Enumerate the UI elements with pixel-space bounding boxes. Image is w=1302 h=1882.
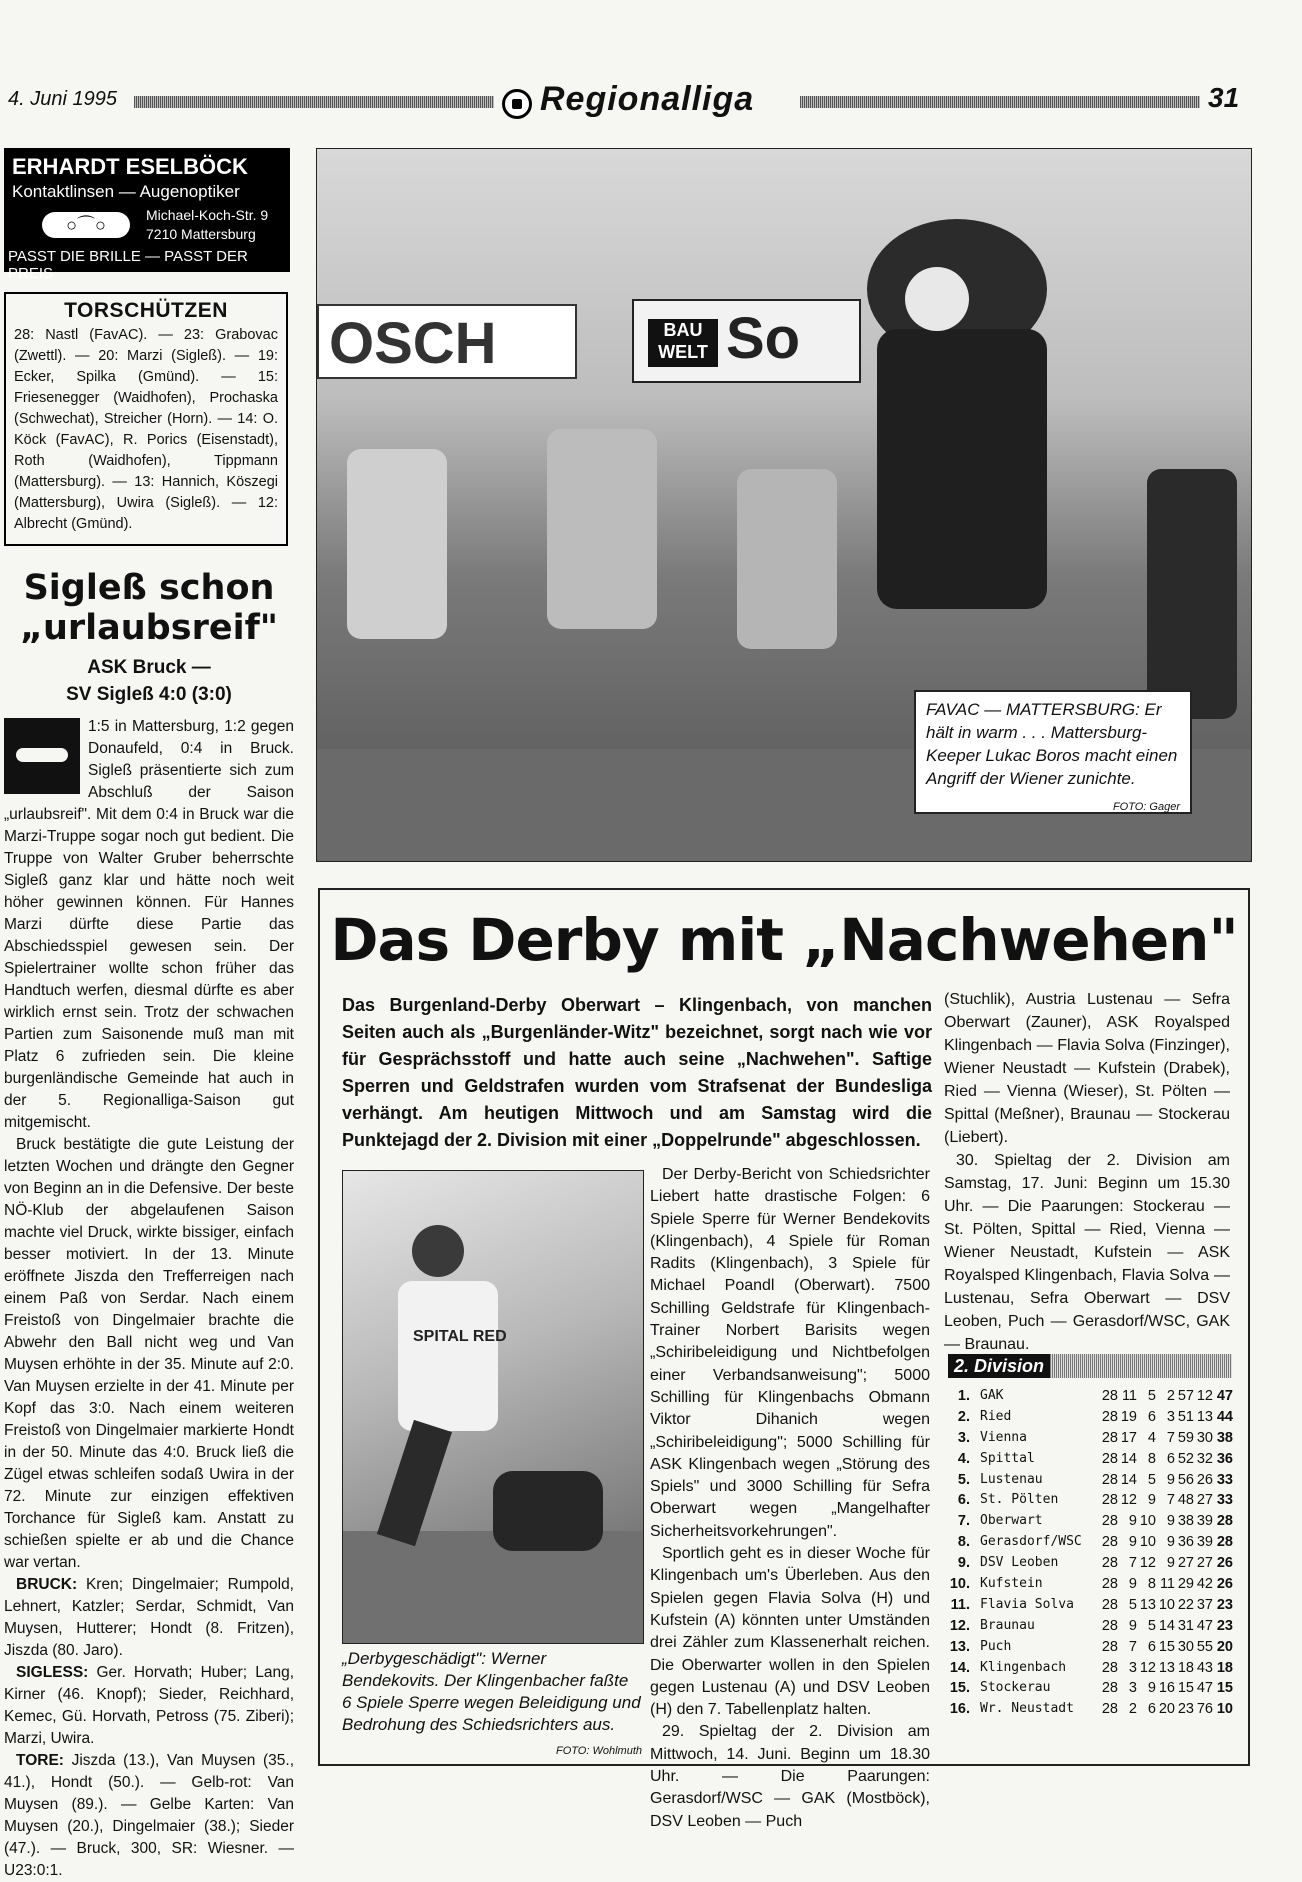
table-ga: 76 xyxy=(1196,1701,1213,1718)
table-points: 28 xyxy=(1216,1513,1233,1530)
table-rank: 4. xyxy=(957,1450,970,1467)
table-l: 9 xyxy=(1166,1471,1175,1488)
table-l: 7 xyxy=(1166,1429,1175,1446)
derby-mid-paragraph-3: 29. Spieltag der 2. Division am Mittwoch, 14. Juni. Beginn um 18.30 Uhr. — Die Paarungen: Gerasdorf/WSC — GAK (Mostböck), DSV Leoben — Puch xyxy=(650,1723,930,1830)
table-games: 28 xyxy=(1101,1617,1118,1634)
issue-date: 4. Juni 1995 xyxy=(8,88,117,110)
table-w: 9 xyxy=(1128,1576,1137,1593)
table-stats xyxy=(1094,1407,1233,1428)
table-w: 11 xyxy=(1121,1388,1137,1404)
table-games: 28 xyxy=(1101,1596,1118,1613)
table-w: 3 xyxy=(1128,1659,1137,1676)
photo2-credit: FOTO: Wohlmuth xyxy=(556,1745,642,1757)
table-row xyxy=(948,1449,1232,1470)
table-ga: 55 xyxy=(1196,1638,1213,1655)
table-team: Braunau xyxy=(980,1617,1035,1633)
derby-mid-paragraph-2: Sportlich geht es in dieser Woche für Klingenbach um's Überleben. Aus den Spielen gegen Flavia Solva (H) und Kufstein (A) könnten unter Umständen drei Zähler zum Klassenerhalt reichen. Die Oberwarter wollen in den Spielen gegen Lustenau (A) und DSV Leoben (H) den 7. Tabellenplatz halten. xyxy=(650,1545,930,1719)
table-row xyxy=(948,1658,1232,1679)
derby-middle-column xyxy=(650,1164,930,1833)
table-ga: 13 xyxy=(1196,1408,1213,1425)
table-games: 28 xyxy=(1101,1513,1118,1530)
table-l: 15 xyxy=(1158,1638,1175,1655)
table-d: 5 xyxy=(1147,1388,1156,1404)
bauwelt-logo: BAU WELT xyxy=(648,319,718,367)
table-rank: 15. xyxy=(949,1680,970,1697)
table-games: 28 xyxy=(1101,1659,1118,1676)
table-team: Spittal xyxy=(980,1450,1035,1466)
table-team: GAK xyxy=(980,1388,1004,1403)
table-rank: 11. xyxy=(950,1596,970,1613)
table-stats xyxy=(1094,1574,1233,1595)
derby-right-column xyxy=(944,988,1230,1356)
table-w: 14 xyxy=(1120,1471,1137,1488)
table-games: 28 xyxy=(1101,1534,1118,1551)
table-ga: 39 xyxy=(1196,1534,1213,1551)
goals-summary: Jiszda (13.), Van Muysen (35., 41.), Hondt (50.). — Gelb-rot: Van Muysen (89.). — Gelbe Karten: Van Muysen (20.), Dingelmaier (38.); Sieder (47.). — Bruck, 300, SR: Wiesner. — U23:0:1. xyxy=(4,1752,295,1879)
header-rule-left xyxy=(134,96,494,108)
table-d: 8 xyxy=(1147,1450,1156,1467)
table-d: 5 xyxy=(1147,1617,1156,1634)
table-w: 17 xyxy=(1120,1429,1137,1446)
table-d: 13 xyxy=(1139,1596,1156,1613)
sigless-lineup: Ger. Horvath; Huber; Lang, Kirner (46. Knopf); Sieder, Reichhard, Kemec, Gü. Horvath, Petross (75. Ziberi); Marzi, Uwira. xyxy=(4,1664,294,1747)
table-team: Ried xyxy=(980,1408,1012,1424)
photo-credit: FOTO: Gager xyxy=(1112,801,1180,813)
table-games: 28 xyxy=(1101,1492,1118,1509)
top-scorers-box xyxy=(4,292,288,546)
ad-subtitle: Kontaktlinsen — Augenoptiker xyxy=(12,182,240,201)
table-rank: 5. xyxy=(957,1471,970,1488)
table-w: 5 xyxy=(1128,1596,1137,1613)
table-rank: 16. xyxy=(949,1701,970,1718)
sigless-headline-line1: Sigleß schon xyxy=(23,568,275,608)
match-score: SV Sigleß 4:0 (3:0) xyxy=(66,684,232,705)
table-d: 6 xyxy=(1147,1408,1156,1425)
table-team: Stockerau xyxy=(980,1680,1051,1696)
table-d: 12 xyxy=(1139,1555,1156,1572)
sigless-headline xyxy=(4,568,294,648)
table-w: 9 xyxy=(1128,1617,1137,1634)
table-points: 36 xyxy=(1216,1450,1233,1467)
table-rank: 14. xyxy=(949,1659,970,1676)
table-stats xyxy=(1094,1637,1233,1658)
table-stats xyxy=(1094,1428,1233,1449)
derby-lead: Das Burgenland-Derby Oberwart – Klingenbach, von manchen Seiten auch als „Burgenländer-Witz" bezeichnet, sorgt nach wie vor für Gesprächsstoff und hatte auch seine „Nachwehen". Saftige Sperren und Geldstrafen wurden vom Strafsenat der Bundesliga verhängt. Am heutigen Mittwoch und am Samstag wird die Punktejagd der 2. Division mit einer „Doppelrunde" abgeschlossen. xyxy=(342,995,932,1150)
top-scorers-title: TORSCHÜTZEN xyxy=(64,299,228,322)
photo-caption-favac xyxy=(914,690,1192,814)
pointing-hand-icon xyxy=(4,718,80,794)
table-rank: 1. xyxy=(957,1388,970,1404)
table-team: Gerasdorf/WSC xyxy=(980,1534,1082,1550)
table-d: 12 xyxy=(1139,1659,1156,1676)
ad-address-street: Michael-Koch-Str. 9 xyxy=(146,207,269,223)
table-stats xyxy=(1094,1616,1233,1637)
table-points: 15 xyxy=(1216,1680,1233,1697)
table-games: 28 xyxy=(1101,1471,1118,1488)
table-d: 8 xyxy=(1147,1576,1156,1593)
table-row xyxy=(948,1386,1232,1407)
table-gf: 30 xyxy=(1177,1638,1194,1655)
table-points: 23 xyxy=(1216,1596,1233,1613)
table-gf: 15 xyxy=(1177,1680,1194,1697)
table-team: Klingenbach xyxy=(980,1659,1067,1675)
table-stats xyxy=(1094,1449,1233,1470)
table-team: Wr. Neustadt xyxy=(980,1701,1074,1717)
table-l: 9 xyxy=(1166,1555,1175,1572)
table-games: 28 xyxy=(1101,1576,1118,1593)
table-team: Vienna xyxy=(980,1429,1027,1445)
photo-bendekovits xyxy=(342,1170,644,1644)
table-row xyxy=(948,1532,1232,1553)
table-stats xyxy=(1094,1532,1233,1553)
table-gf: 22 xyxy=(1177,1596,1194,1613)
table-rank: 6. xyxy=(957,1492,970,1509)
table-row xyxy=(948,1470,1232,1491)
table-gf: 29 xyxy=(1177,1576,1194,1593)
table-stats xyxy=(1094,1595,1233,1616)
stadium-banner-left: OSCH xyxy=(317,304,577,379)
table-team: St. Pölten xyxy=(980,1492,1059,1508)
page-number: 31 xyxy=(1208,82,1240,113)
photo-caption-text: FAVAC — MATTERSBURG: Er hält in warm . . . Mattersburg-Keeper Lukac Boros macht einen Angriff der Wiener zunichte. xyxy=(926,700,1178,788)
table-ga: 26 xyxy=(1196,1471,1213,1488)
ad-address-city: 7210 Mattersburg xyxy=(146,226,256,242)
table-rank: 2. xyxy=(957,1408,970,1425)
banner-text: So xyxy=(726,306,801,371)
table-w: 7 xyxy=(1128,1638,1137,1655)
table-gf: 36 xyxy=(1177,1534,1194,1551)
table-row xyxy=(948,1595,1232,1616)
table-row xyxy=(948,1637,1232,1658)
league-table-title: 2. Division xyxy=(948,1354,1050,1378)
table-team: DSV Leoben xyxy=(980,1555,1059,1571)
table-gf: 38 xyxy=(1177,1513,1194,1530)
table-w: 14 xyxy=(1120,1450,1137,1467)
table-stats xyxy=(1094,1490,1233,1511)
table-l: 10 xyxy=(1158,1596,1175,1613)
table-points: 26 xyxy=(1216,1555,1233,1572)
table-ga: 37 xyxy=(1196,1596,1213,1613)
table-row xyxy=(948,1428,1232,1449)
table-row xyxy=(948,1553,1232,1574)
bruck-lineup: Kren; Dingelmaier; Rumpold, Lehnert, Katzler; Serdar, Schmidt, Van Muysen, Hutterer; Hondt (8. Fritzen), Jiszda (80. Jaro). xyxy=(4,1576,294,1659)
table-gf: 59 xyxy=(1177,1429,1194,1446)
sigless-paragraph-1: 1:5 in Mattersburg, 1:2 gegen Donaufeld, 0:4 in Bruck. Sigleß präsentierte sich zum Abschluß der Saison „urlaubsreif". Mit dem 0:4 in Bruck war die Marzi-Truppe sogar noch gut bedient. Die Truppe von Walter Gruber beherrschte Sigleß ganz klar und hätte noch weit höher gewinnen können. Für Hannes Marzi dürfte diese Partie das Abschiedsspiel gewesen sein. Der Spielertrainer wollte schon früher das Handtuch werfen, diesmal dürfte es aber wirklich ernst sein. Trotz der schwachen Partien zum Saisonende muß man mit Platz 6 zufrieden sein. Die kleine burgenländische Gemeinde hat auch in der 5. Regionalliga-Saison gut mitgemischt. xyxy=(4,718,294,1131)
table-d: 9 xyxy=(1147,1492,1156,1509)
table-w: 2 xyxy=(1128,1701,1137,1718)
table-row xyxy=(948,1678,1232,1699)
sigless-paragraph-2: Bruck bestätigte die gute Leistung der letzten Wochen und drängte den Gegner von Beginn an in die Defensive. Der beste NÖ-Klub der abgelaufenen Saison machte viel Druck, wirkte bissiger, einfach besser motiviert. In der 13. Minute eröffnete Jiszda den Trefferreigen nach einem Paß von Serdar. Nach einem Freistoß von Dingelmaier brachte die Abwehr den Ball nicht weg und Van Muysen erhöhte in der 35. Minute auf 2:0. Van Muysen erzielte in der 41. Minute per Kopf das 3:0. Nach einem weiteren Freistoß von Dingelmaier markierte Hondt in der 50. Minute das 4:0. Bruck ließ die Zügel etwas schleifen sodaß Uwira in der 72. Minute zur einzigen effektiven Torchance für Sigleß kam. Anstatt zu schießen spielte er ab und die Chance war vertan. xyxy=(4,1136,294,1571)
table-gf: 31 xyxy=(1177,1617,1194,1634)
table-games: 28 xyxy=(1101,1450,1118,1467)
table-team: Flavia Solva xyxy=(980,1596,1074,1612)
table-points: 28 xyxy=(1216,1534,1233,1551)
ad-address xyxy=(146,206,268,244)
table-d: 5 xyxy=(1147,1471,1156,1488)
goals-label: TORE: xyxy=(16,1752,64,1769)
derby-right-paragraph-2: 30. Spieltag der 2. Division am Samstag, 17. Juni: Beginn um 15.30 Uhr. — Die Paarungen: Stockerau — St. Pölten, Spittal — Ried, Vienna — Wiener Neustadt, Kufstein — ASK Royalsped Klingenbach, Flavia Solva — Lustenau, Sefra Oberwart — DSV Leoben, Puch — Gerasdorf/WSC, GAK — Braunau. xyxy=(944,1152,1230,1353)
table-team: Puch xyxy=(980,1638,1012,1654)
table-games: 28 xyxy=(1101,1680,1118,1697)
table-l: 11 xyxy=(1159,1576,1175,1593)
table-gf: 57 xyxy=(1177,1388,1194,1404)
player-action-silhouette xyxy=(343,1171,643,1643)
table-rank: 10. xyxy=(949,1576,970,1593)
table-l: 14 xyxy=(1158,1617,1175,1634)
ad-slogan: PASST DIE BRILLE — PASST DER PREIS xyxy=(8,248,248,282)
table-d: 10 xyxy=(1139,1534,1156,1551)
ad-name: ERHARDT ESELBÖCK xyxy=(12,154,248,179)
table-row xyxy=(948,1490,1232,1511)
table-ga: 27 xyxy=(1196,1555,1213,1572)
table-l: 16 xyxy=(1158,1680,1175,1697)
table-w: 19 xyxy=(1120,1408,1137,1425)
table-gf: 27 xyxy=(1177,1555,1194,1572)
table-l: 6 xyxy=(1166,1450,1175,1467)
table-w: 7 xyxy=(1128,1555,1137,1572)
bruck-label: BRUCK: xyxy=(16,1576,78,1593)
table-points: 38 xyxy=(1216,1429,1233,1446)
section-title: Regionalliga xyxy=(540,80,755,118)
table-l: 20 xyxy=(1158,1701,1175,1718)
table-l: 3 xyxy=(1166,1408,1175,1425)
table-ga: 42 xyxy=(1196,1576,1213,1593)
table-ga: 43 xyxy=(1196,1659,1213,1676)
table-l: 13 xyxy=(1158,1659,1175,1676)
table-points: 18 xyxy=(1216,1659,1233,1676)
table-ga: 27 xyxy=(1196,1492,1213,1509)
table-points: 20 xyxy=(1216,1638,1233,1655)
photo2-caption-text: „Derbygeschädigt": Werner Bendekovits. Der Klingenbacher faßte 6 Spiele Sperre wegen Beleidigung und Bedrohung des Schiedsrichters aus. xyxy=(342,1649,641,1734)
sigless-article-body xyxy=(4,716,294,1882)
table-d: 6 xyxy=(1147,1701,1156,1718)
table-ga: 12 xyxy=(1196,1388,1213,1404)
sigless-headline-line2: „urlaubsreif" xyxy=(19,608,279,648)
table-l: 9 xyxy=(1166,1513,1175,1530)
table-games: 28 xyxy=(1101,1638,1118,1655)
table-points: 47 xyxy=(1216,1388,1233,1404)
table-games: 28 xyxy=(1101,1408,1118,1425)
table-gf: 23 xyxy=(1177,1701,1194,1718)
table-stats xyxy=(1094,1553,1233,1574)
derby-headline: Das Derby mit „Nachwehen" xyxy=(330,906,1238,974)
table-stats xyxy=(1094,1678,1233,1699)
table-row xyxy=(948,1407,1232,1428)
table-gf: 48 xyxy=(1177,1492,1194,1509)
glasses-icon: ○⌒○ xyxy=(42,212,130,238)
table-w: 12 xyxy=(1120,1492,1137,1509)
table-d: 10 xyxy=(1139,1513,1156,1530)
table-w: 9 xyxy=(1128,1513,1137,1530)
table-points: 26 xyxy=(1216,1576,1233,1593)
table-points: 10 xyxy=(1216,1701,1233,1718)
table-games: 28 xyxy=(1101,1555,1118,1572)
match-teams: ASK Bruck — xyxy=(87,657,211,678)
table-points: 33 xyxy=(1216,1492,1233,1509)
table-d: 6 xyxy=(1147,1638,1156,1655)
table-points: 33 xyxy=(1216,1471,1233,1488)
table-team: Oberwart xyxy=(980,1513,1043,1529)
league-table xyxy=(948,1354,1232,1720)
table-rank: 3. xyxy=(957,1429,970,1446)
table-rank: 13. xyxy=(949,1638,970,1655)
table-ga: 47 xyxy=(1196,1680,1213,1697)
table-games: 28 xyxy=(1101,1429,1118,1446)
table-rank: 8. xyxy=(957,1534,970,1551)
table-stats xyxy=(1094,1470,1233,1491)
table-row xyxy=(948,1574,1232,1595)
table-l: 9 xyxy=(1166,1534,1175,1551)
table-gf: 51 xyxy=(1177,1408,1194,1425)
table-rank: 12. xyxy=(949,1617,970,1634)
header-rule-right xyxy=(800,96,1200,108)
table-stats xyxy=(1094,1658,1233,1679)
table-d: 9 xyxy=(1147,1680,1156,1697)
table-gf: 52 xyxy=(1177,1450,1194,1467)
league-table-rows xyxy=(948,1386,1232,1720)
match-result xyxy=(4,654,294,708)
shirt-sponsor-text: SPITAL RED xyxy=(413,1328,507,1345)
table-ga: 30 xyxy=(1196,1429,1213,1446)
table-points: 44 xyxy=(1216,1408,1233,1425)
sigless-label: SIGLESS: xyxy=(16,1664,89,1681)
table-gf: 18 xyxy=(1177,1659,1194,1676)
optician-advertisement xyxy=(4,148,290,282)
table-rank: 7. xyxy=(957,1513,970,1530)
table-ga: 39 xyxy=(1196,1513,1213,1530)
table-ga: 47 xyxy=(1196,1617,1213,1634)
top-scorers-list: 28: Nastl (FavAC). — 23: Grabovac (Zwettl). — 20: Marzi (Sigleß). — 19: Ecker, Spilka (Gmünd). — 15: Friesenegger (Waidhofen), Prochaska (Schwechat), Streicher (Horn). — 14: O. Köck (FavAC), R. Porics (Eisenstadt), Roth (Waidhofen), Tippmann (Mattersburg). — 13: Hannich, Köszegi (Mattersburg), Uwira (Sigleß). — 12: Albrecht (Gmünd). xyxy=(14,327,278,532)
table-stats xyxy=(1094,1386,1233,1407)
table-ga: 32 xyxy=(1196,1450,1213,1467)
table-stats xyxy=(1094,1511,1233,1532)
table-team: Kufstein xyxy=(980,1576,1043,1592)
table-w: 9 xyxy=(1128,1534,1137,1551)
league-table-header xyxy=(948,1354,1232,1378)
table-team: Lustenau xyxy=(980,1471,1043,1487)
soccer-ball-icon xyxy=(502,89,532,119)
table-d: 4 xyxy=(1147,1429,1156,1446)
table-stats xyxy=(1094,1699,1233,1720)
table-l: 7 xyxy=(1166,1492,1175,1509)
table-row xyxy=(948,1699,1232,1720)
table-row xyxy=(948,1511,1232,1532)
table-l: 2 xyxy=(1166,1388,1175,1404)
table-games: 28 xyxy=(1101,1701,1118,1718)
table-games: 28 xyxy=(1101,1388,1118,1404)
derby-mid-paragraph-1: Der Derby-Bericht von Schiedsrichter Liebert hatte drastische Folgen: 6 Spiele Sperre für Werner Bendekovits (Klingenbach), 4 Spiele für Roman Radits (Klingenbach), 3 Spiele für Michael Poandl (Oberwart). 7500 Schilling Geldstrafe für Klingenbach-Trainer Norbert Barisits wegen „Schiribeleidigung und Nichtbefolgen einer Verbandsanweisung"; 5000 Schilling für Klingenbachs Obmann Viktor Dihanich wegen „Schiribeleidigung"; 5000 Schilling für ASK Klingenbach wegen „Störung des Spiels" und 3000 Schilling für Sefra Oberwart wegen „Mangelhafter Sicherheitsvorkehrungen". xyxy=(650,1166,930,1540)
table-points: 23 xyxy=(1216,1617,1233,1634)
derby-right-paragraph-1: (Stuchlik), Austria Lustenau — Sefra Oberwart (Zauner), ASK Royalsped Klingenbach — Flavia Solva (Finzinger), Wiener Neustadt — Kufstein (Drabek), Ried — Vienna (Wieser), St. Pölten — Spittal (Meßner), Braunau — Stockerau (Liebert). xyxy=(944,991,1230,1146)
table-row xyxy=(948,1616,1232,1637)
table-rank: 9. xyxy=(957,1555,970,1572)
table-w: 3 xyxy=(1128,1680,1137,1697)
photo-caption-bendekovits xyxy=(342,1648,642,1762)
table-gf: 56 xyxy=(1177,1471,1194,1488)
